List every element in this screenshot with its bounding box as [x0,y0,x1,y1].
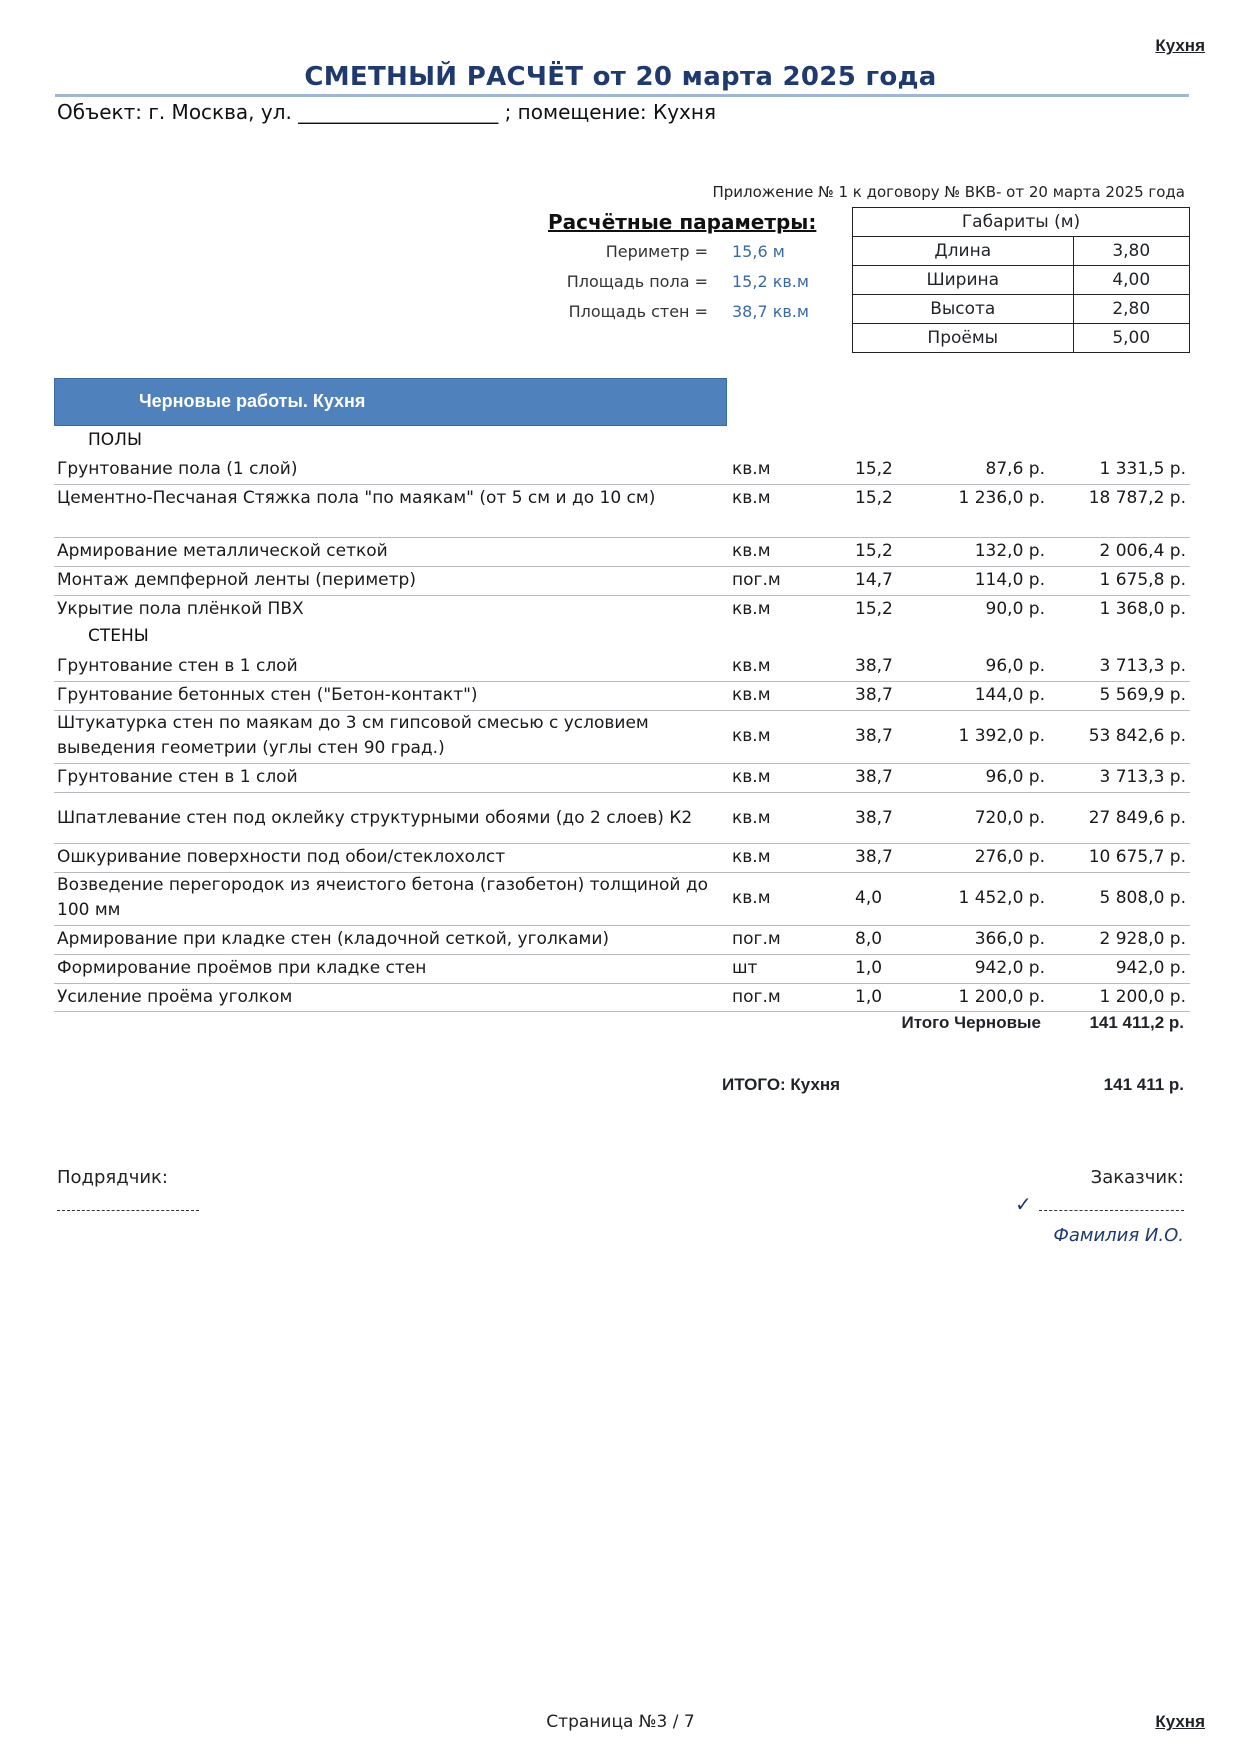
room-tag-bottom: Кухня [1155,1712,1205,1731]
work-sum: 1 331,5 р. [1099,459,1186,479]
work-sum: 2 928,0 р. [1099,929,1186,949]
group-floors: ПОЛЫ [88,430,142,450]
work-unit: кв.м [732,888,771,908]
dimensions-row [853,266,1190,295]
subtotal-label: Итого Черновые [901,1013,1041,1032]
work-sum: 5 808,0 р. [1099,888,1186,908]
work-sum: 2 006,4 р. [1099,541,1186,561]
work-unit: кв.м [732,459,771,479]
work-price: 366,0 р. [974,929,1045,949]
annex-note: Приложение № 1 к договору № ВКВ- от 20 марта 2025 года [712,183,1185,201]
work-price: 96,0 р. [985,767,1045,787]
work-unit: кв.м [732,488,771,508]
param-wall-area-value: 38,7 кв.м [732,302,809,321]
params-title: Расчётные параметры: [548,210,817,234]
work-price: 87,6 р. [985,459,1045,479]
param-floor-area-value: 15,2 кв.м [732,272,809,291]
work-price: 90,0 р. [985,599,1045,619]
work-qty: 1,0 [855,987,883,1007]
work-price: 1 392,0 р. [958,726,1045,746]
contractor-label: Подрядчик: [57,1167,168,1188]
total-value: 141 411 р. [1103,1075,1184,1094]
dim-value: 2,80 [1073,295,1189,324]
table-row [54,844,1190,873]
work-unit: пог.м [732,570,781,590]
work-unit: кв.м [732,767,771,787]
work-sum: 1 368,0 р. [1099,599,1186,619]
work-price: 1 236,0 р. [958,488,1045,508]
dim-value: 3,80 [1073,237,1189,266]
table-row [54,873,1190,926]
work-name: Ошкуривание поверхности под обои/стеклохолст [57,847,506,867]
work-unit: пог.м [732,987,781,1007]
work-name: Грунтование пола (1 слой) [57,459,298,479]
dimensions-row [853,295,1190,324]
work-price: 276,0 р. [974,847,1045,867]
total-label: ИТОГО: Кухня [722,1075,841,1094]
work-qty: 15,2 [855,599,893,619]
room-tag-top: Кухня [1155,36,1205,55]
work-qty: 38,7 [855,847,893,867]
param-wall-area-label: Площадь стен = [568,302,708,321]
work-name: Укрытие пола плёнкой ПВХ [57,599,304,619]
work-price: 144,0 р. [974,685,1045,705]
work-unit: шт [732,958,758,978]
work-price: 720,0 р. [974,808,1045,828]
contractor-signature-line [57,1196,199,1211]
work-qty: 38,7 [855,685,893,705]
work-sum: 5 569,9 р. [1099,685,1186,705]
work-qty: 15,2 [855,541,893,561]
work-qty: 38,7 [855,656,893,676]
table-row [54,456,1190,485]
work-unit: кв.м [732,541,771,561]
work-sum: 1 200,0 р. [1099,987,1186,1007]
table-row [54,682,1190,711]
work-unit: кв.м [732,726,771,746]
work-name: Армирование при кладке стен (кладочной сеткой, уголками) [57,929,610,949]
table-row [54,955,1190,984]
work-unit: кв.м [732,656,771,676]
group-walls: СТЕНЫ [88,626,149,646]
section-header [54,378,727,426]
work-sum: 18 787,2 р. [1088,488,1186,508]
work-price: 942,0 р. [974,958,1045,978]
work-qty: 15,2 [855,459,893,479]
work-price: 1 200,0 р. [958,987,1045,1007]
work-name: Возведение перегородок из ячеистого бетона (газобетон) толщиной до 100 мм [57,875,709,920]
work-sum: 27 849,6 р. [1088,808,1186,828]
work-unit: кв.м [732,808,771,828]
dim-name: Длина [853,237,1074,266]
work-qty: 38,7 [855,767,893,787]
work-sum: 942,0 р. [1115,958,1186,978]
dim-name: Ширина [853,266,1074,295]
work-name: Цементно-Песчаная Стяжка пола "по маякам" (от 5 см и до 10 см) [57,488,656,508]
dim-name: Высота [853,295,1074,324]
work-sum: 1 675,8 р. [1099,570,1186,590]
work-name: Штукатурка стен по маякам до 3 см гипсовой смесью с условием выведения геометрии (углы стен 90 град.) [57,713,649,758]
work-sum: 3 713,3 р. [1099,767,1186,787]
table-row [54,926,1190,955]
customer-name: Фамилия И.О. [1053,1225,1184,1246]
table-row [54,485,1190,538]
work-unit: кв.м [732,599,771,619]
customer-signature-line [1039,1196,1184,1211]
work-sum: 3 713,3 р. [1099,656,1186,676]
work-qty: 14,7 [855,570,893,590]
object-line: Объект: г. Москва, ул. ____________________ ; помещение: Кухня [57,100,716,124]
param-perimeter-value: 15,6 м [732,242,785,261]
table-row [54,653,1190,682]
work-name: Шпатлевание стен под оклейку структурными обоями (до 2 слоев) К2 [57,808,693,828]
table-row [54,764,1190,793]
dimensions-table [852,207,1190,353]
work-price: 114,0 р. [974,570,1045,590]
table-row [54,567,1190,596]
title-divider [55,94,1189,97]
work-name: Грунтование бетонных стен ("Бетон-контакт") [57,685,478,705]
page-number: Страница №3 / 7 [546,1712,695,1732]
work-name: Грунтование стен в 1 слой [57,656,298,676]
work-sum: 10 675,7 р. [1088,847,1186,867]
work-qty: 8,0 [855,929,883,949]
work-unit: пог.м [732,929,781,949]
dimensions-row [853,237,1190,266]
param-floor-area-label: Площадь пола = [566,272,708,291]
work-unit: кв.м [732,847,771,867]
section-title: Черновые работы. Кухня [139,391,366,411]
table-row [54,793,1190,844]
table-row [54,538,1190,567]
dimensions-row [853,324,1190,353]
table-row [54,596,1190,624]
work-qty: 38,7 [855,808,893,828]
param-perimeter-label: Периметр = [605,242,708,261]
work-name: Усиление проёма уголком [57,987,293,1007]
dimensions-title: Габариты (м) [853,208,1190,237]
work-qty: 15,2 [855,488,893,508]
document-title: СМЕТНЫЙ РАСЧЁТ от 20 марта 2025 года [304,62,937,92]
dim-value: 4,00 [1073,266,1189,295]
check-mark-icon: ✓ [1015,1192,1032,1216]
table-row [54,984,1190,1012]
work-price: 132,0 р. [974,541,1045,561]
work-sum: 53 842,6 р. [1088,726,1186,746]
work-name: Формирование проёмов при кладке стен [57,958,427,978]
work-unit: кв.м [732,685,771,705]
subtotal-value: 141 411,2 р. [1089,1013,1184,1032]
table-row [54,711,1190,764]
dim-name: Проёмы [853,324,1074,353]
work-name: Армирование металлической сеткой [57,541,388,561]
work-qty: 38,7 [855,726,893,746]
work-qty: 1,0 [855,958,883,978]
customer-label: Заказчик: [1090,1167,1184,1188]
work-name: Монтаж демпферной ленты (периметр) [57,570,416,590]
work-price: 96,0 р. [985,656,1045,676]
work-price: 1 452,0 р. [958,888,1045,908]
work-name: Грунтование стен в 1 слой [57,767,298,787]
dim-value: 5,00 [1073,324,1189,353]
work-qty: 4,0 [855,888,883,908]
